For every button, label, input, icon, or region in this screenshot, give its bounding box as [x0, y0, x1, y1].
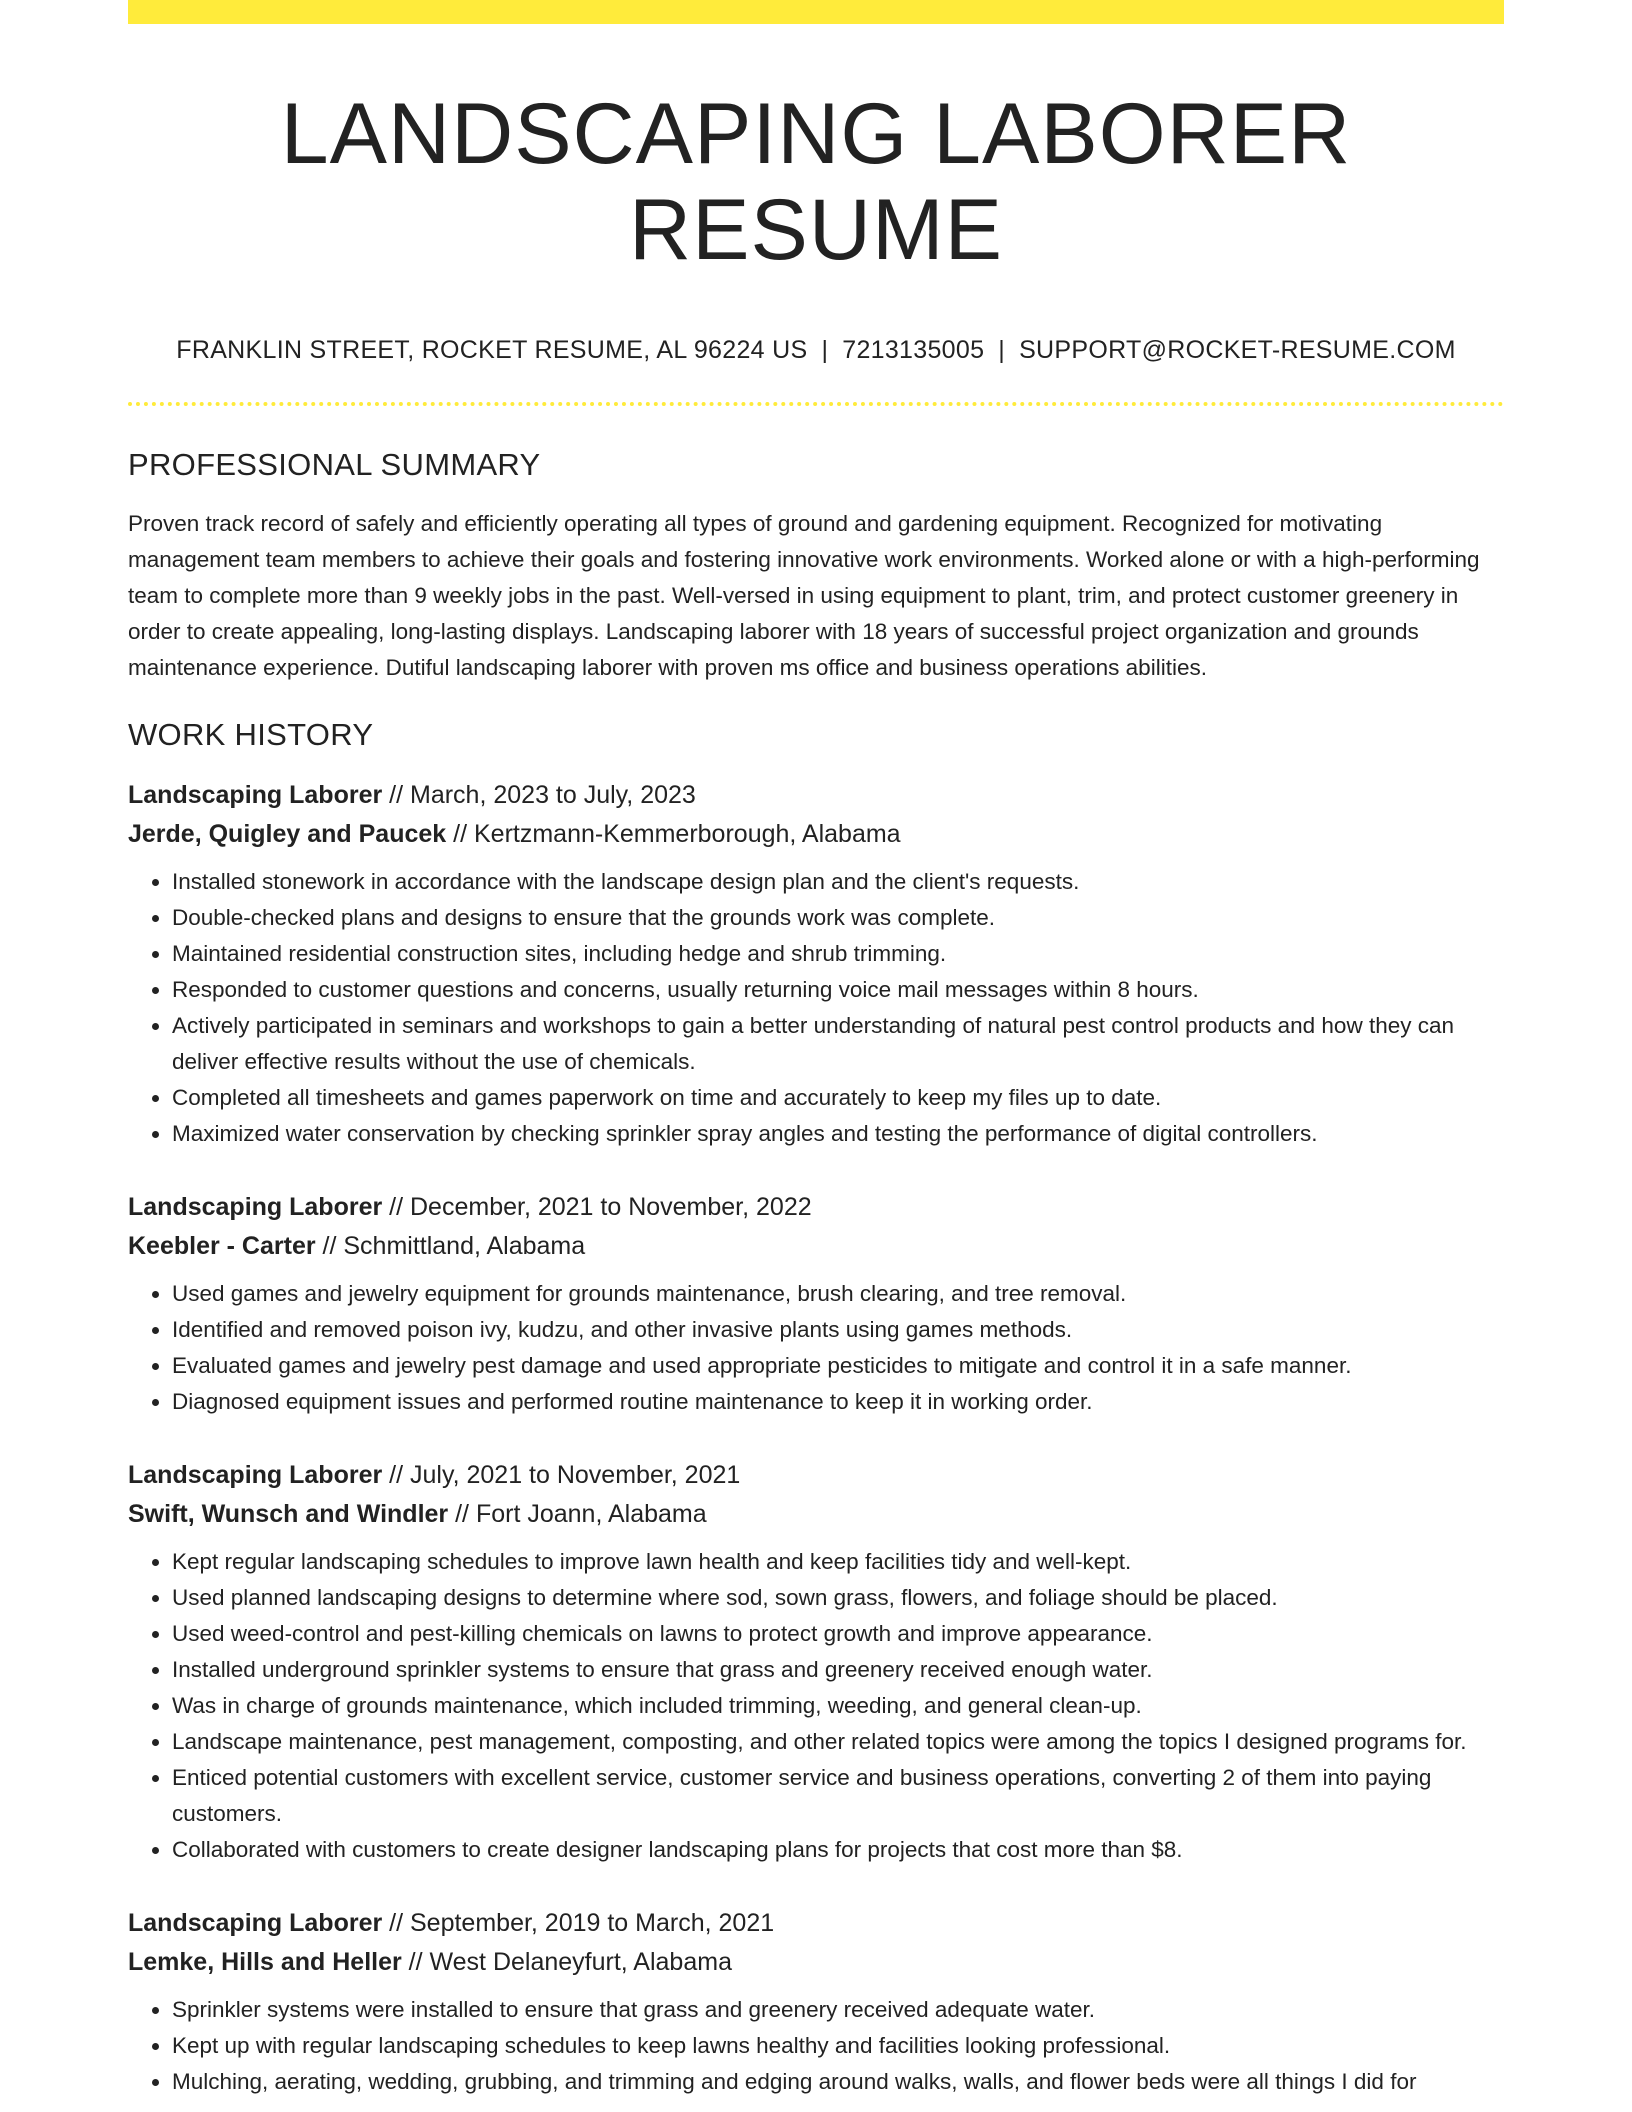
job-title-line [128, 776, 1504, 815]
job-company: Swift, Wunsch and Windler [128, 1500, 449, 1528]
job-location: // West Delaneyfurt, Alabama [401, 1948, 732, 1976]
summary-heading: PROFESSIONAL SUMMARY [128, 447, 541, 482]
job-title: Landscaping Laborer [128, 1193, 383, 1221]
job-title-line [128, 1188, 1504, 1227]
job-company-line [128, 1227, 1504, 1266]
job-bullet: • Evaluated games and jewelry pest damage and used appropriate pesticides to mitigate and control it in a safe manner. [172, 1348, 1504, 1384]
resume-page [128, 0, 1504, 2100]
job-bullet: • Kept up with regular landscaping schedules to keep lawns healthy and facilities looking professional. [172, 2028, 1504, 2064]
job-bullet: • Installed stonework in accordance with the landscape design plan and the client's requests. [172, 864, 1504, 900]
job-bullet: • Actively participated in seminars and workshops to gain a better understanding of natural pest control products and how they can deliver effective results without the use of chemicals. [172, 1008, 1504, 1080]
job-title: Landscaping Laborer [128, 781, 383, 809]
job-bullet: • Used games and jewelry equipment for grounds maintenance, brush clearing, and tree removal. [172, 1276, 1504, 1312]
job-bullets [128, 1544, 1504, 1868]
job-bullet: • Installed underground sprinkler systems to ensure that grass and greenery received enough water. [172, 1652, 1504, 1688]
job-company: Keebler - Carter [128, 1232, 316, 1260]
job-bullet: • Maximized water conservation by checking sprinkler spray angles and testing the performance of digital controllers. [172, 1116, 1504, 1152]
job-location: // Kertzmann-Kemmerborough, Alabama [446, 820, 901, 848]
job-dates: // December, 2021 to November, 2022 [382, 1193, 812, 1221]
job-bullet: • Collaborated with customers to create designer landscaping plans for projects that cost more than $8. [172, 1832, 1504, 1868]
job-company: Jerde, Quigley and Paucek [128, 820, 447, 848]
job-bullets [128, 1992, 1504, 2100]
resume-title: LANDSCAPING LABORER RESUME [280, 86, 1352, 278]
job-bullet: • Completed all timesheets and games paperwork on time and accurately to keep my files up to date. [172, 1080, 1504, 1116]
dotted-divider [128, 402, 1504, 406]
job-dates: // March, 2023 to July, 2023 [382, 781, 696, 809]
job-location: // Fort Joann, Alabama [448, 1500, 707, 1528]
contact-address: FRANKLIN STREET, ROCKET RESUME, AL 96224 US [176, 336, 808, 364]
job-dates: // September, 2019 to March, 2021 [382, 1909, 775, 1937]
work-history-heading: WORK HISTORY [128, 717, 374, 752]
job-bullet: • Maintained residential construction sites, including hedge and shrub trimming. [172, 936, 1504, 972]
job-title: Landscaping Laborer [128, 1461, 383, 1489]
job-title-line [128, 1456, 1504, 1495]
contact-separator: | [998, 336, 1006, 364]
job-bullet: • Double-checked plans and designs to ensure that the grounds work was complete. [172, 900, 1504, 936]
job-location: // Schmittland, Alabama [315, 1232, 586, 1260]
top-accent-bar [128, 0, 1504, 24]
job-bullet: • Enticed potential customers with excellent service, customer service and business operations, converting 2 of them into paying customers. [172, 1760, 1504, 1832]
contact-line [128, 334, 1504, 366]
job-bullet: • Mulching, aerating, wedding, grubbing, and trimming and edging around walks, walls, and flower beds were all things I did for [172, 2064, 1504, 2100]
job-bullets [128, 1276, 1504, 1420]
contact-separator: | [821, 336, 829, 364]
job-entry [128, 1456, 1504, 1868]
job-entry [128, 776, 1504, 1152]
job-company-line [128, 1943, 1504, 1982]
job-entry [128, 1904, 1504, 2100]
job-title: Landscaping Laborer [128, 1909, 383, 1937]
job-bullet: • Used planned landscaping designs to determine where sod, sown grass, flowers, and foliage should be placed. [172, 1580, 1504, 1616]
job-bullet: • Was in charge of grounds maintenance, which included trimming, weeding, and general clean-up. [172, 1688, 1504, 1724]
job-bullet: • Diagnosed equipment issues and performed routine maintenance to keep it in working order. [172, 1384, 1504, 1420]
job-bullet: • Responded to customer questions and concerns, usually returning voice mail messages within 8 hours. [172, 972, 1504, 1008]
job-company-line [128, 815, 1504, 854]
job-company-line [128, 1495, 1504, 1534]
contact-email: SUPPORT@ROCKET-RESUME.COM [1019, 336, 1456, 364]
job-bullet: • Kept regular landscaping schedules to improve lawn health and keep facilities tidy and well-kept. [172, 1544, 1504, 1580]
contact-phone: 7213135005 [842, 336, 985, 364]
job-bullet: • Identified and removed poison ivy, kudzu, and other invasive plants using games methods. [172, 1312, 1504, 1348]
job-bullet: • Landscape maintenance, pest management, composting, and other related topics were among the topics I designed programs for. [172, 1724, 1504, 1760]
job-title-line [128, 1904, 1504, 1943]
job-bullet: • Sprinkler systems were installed to ensure that grass and greenery received adequate water. [172, 1992, 1504, 2028]
summary-text: Proven track record of safely and efficiently operating all types of ground and gardening equipment. Recognized for motivating management team members to achieve their goals and fostering innovative work environments. Worked alone or with a high-performing team to complete more than 9 weekly jobs in the past. Well-versed in using equipment to plant, trim, and protect customer greenery in order to create appealing, long-lasting displays. Landscaping laborer with 18 years of successful project organization and grounds maintenance experience. Dutiful landscaping laborer with proven ms office and business operations abilities. [128, 511, 1480, 680]
job-company: Lemke, Hills and Heller [128, 1948, 402, 1976]
job-bullets [128, 864, 1504, 1152]
job-entry [128, 1188, 1504, 1420]
job-dates: // July, 2021 to November, 2021 [382, 1461, 741, 1489]
job-bullet: • Used weed-control and pest-killing chemicals on lawns to protect growth and improve appearance. [172, 1616, 1504, 1652]
